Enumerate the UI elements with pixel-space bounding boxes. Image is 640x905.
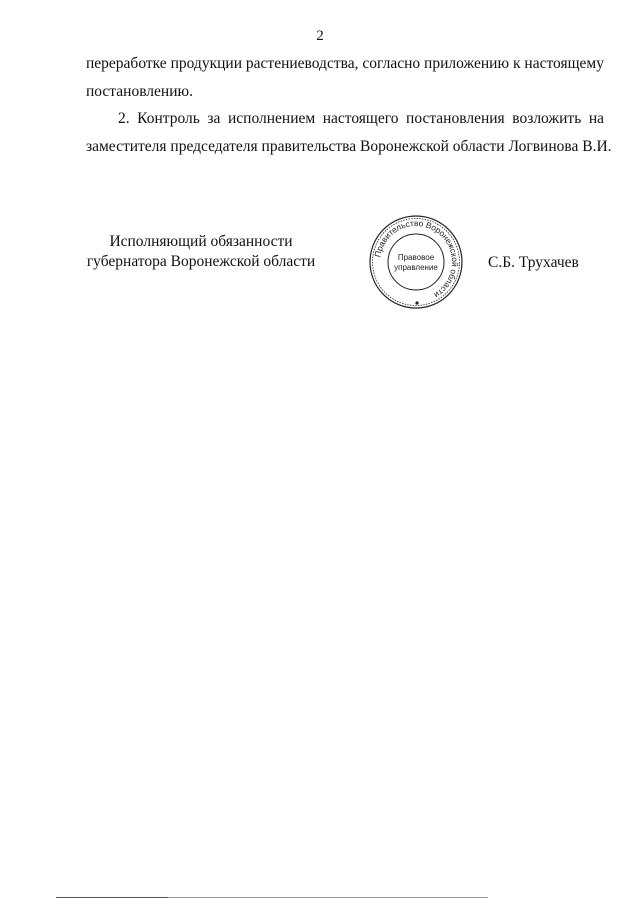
footer-rule [56, 897, 168, 898]
official-stamp [368, 214, 464, 310]
stamp-ring-text: Правительство Воронежской области [372, 217, 461, 301]
signer-name: С.Б. Трухачев [488, 254, 579, 271]
paragraph-1 [86, 50, 604, 106]
paragraph-1-line-1: переработке продукции растениеводства, согласно приложению к настоящему [86, 55, 604, 72]
page-number: 2 [316, 28, 324, 44]
stamp-center-line-2: управление [394, 263, 438, 272]
signer-title [86, 232, 316, 272]
footer-rule-faint [168, 897, 488, 898]
paragraph-2-line-1: 2. Контроль за исполнением настоящего постановления возложить на [118, 110, 604, 127]
stamp-center-line-1: Правовое [397, 253, 435, 262]
stamp-dot-icon [415, 301, 418, 304]
signer-title-line-2: губернатора Воронежской области [86, 253, 316, 270]
stamp-seal-icon [368, 214, 464, 310]
signer-title-line-1: Исполняющий обязанности [109, 233, 293, 250]
paragraph-1-line-2: постановлению. [86, 83, 193, 100]
paragraph-2-line-2: заместителя председателя правительства Воронежской области Логвинова В.И. [86, 138, 612, 155]
paragraph-2 [86, 105, 612, 161]
